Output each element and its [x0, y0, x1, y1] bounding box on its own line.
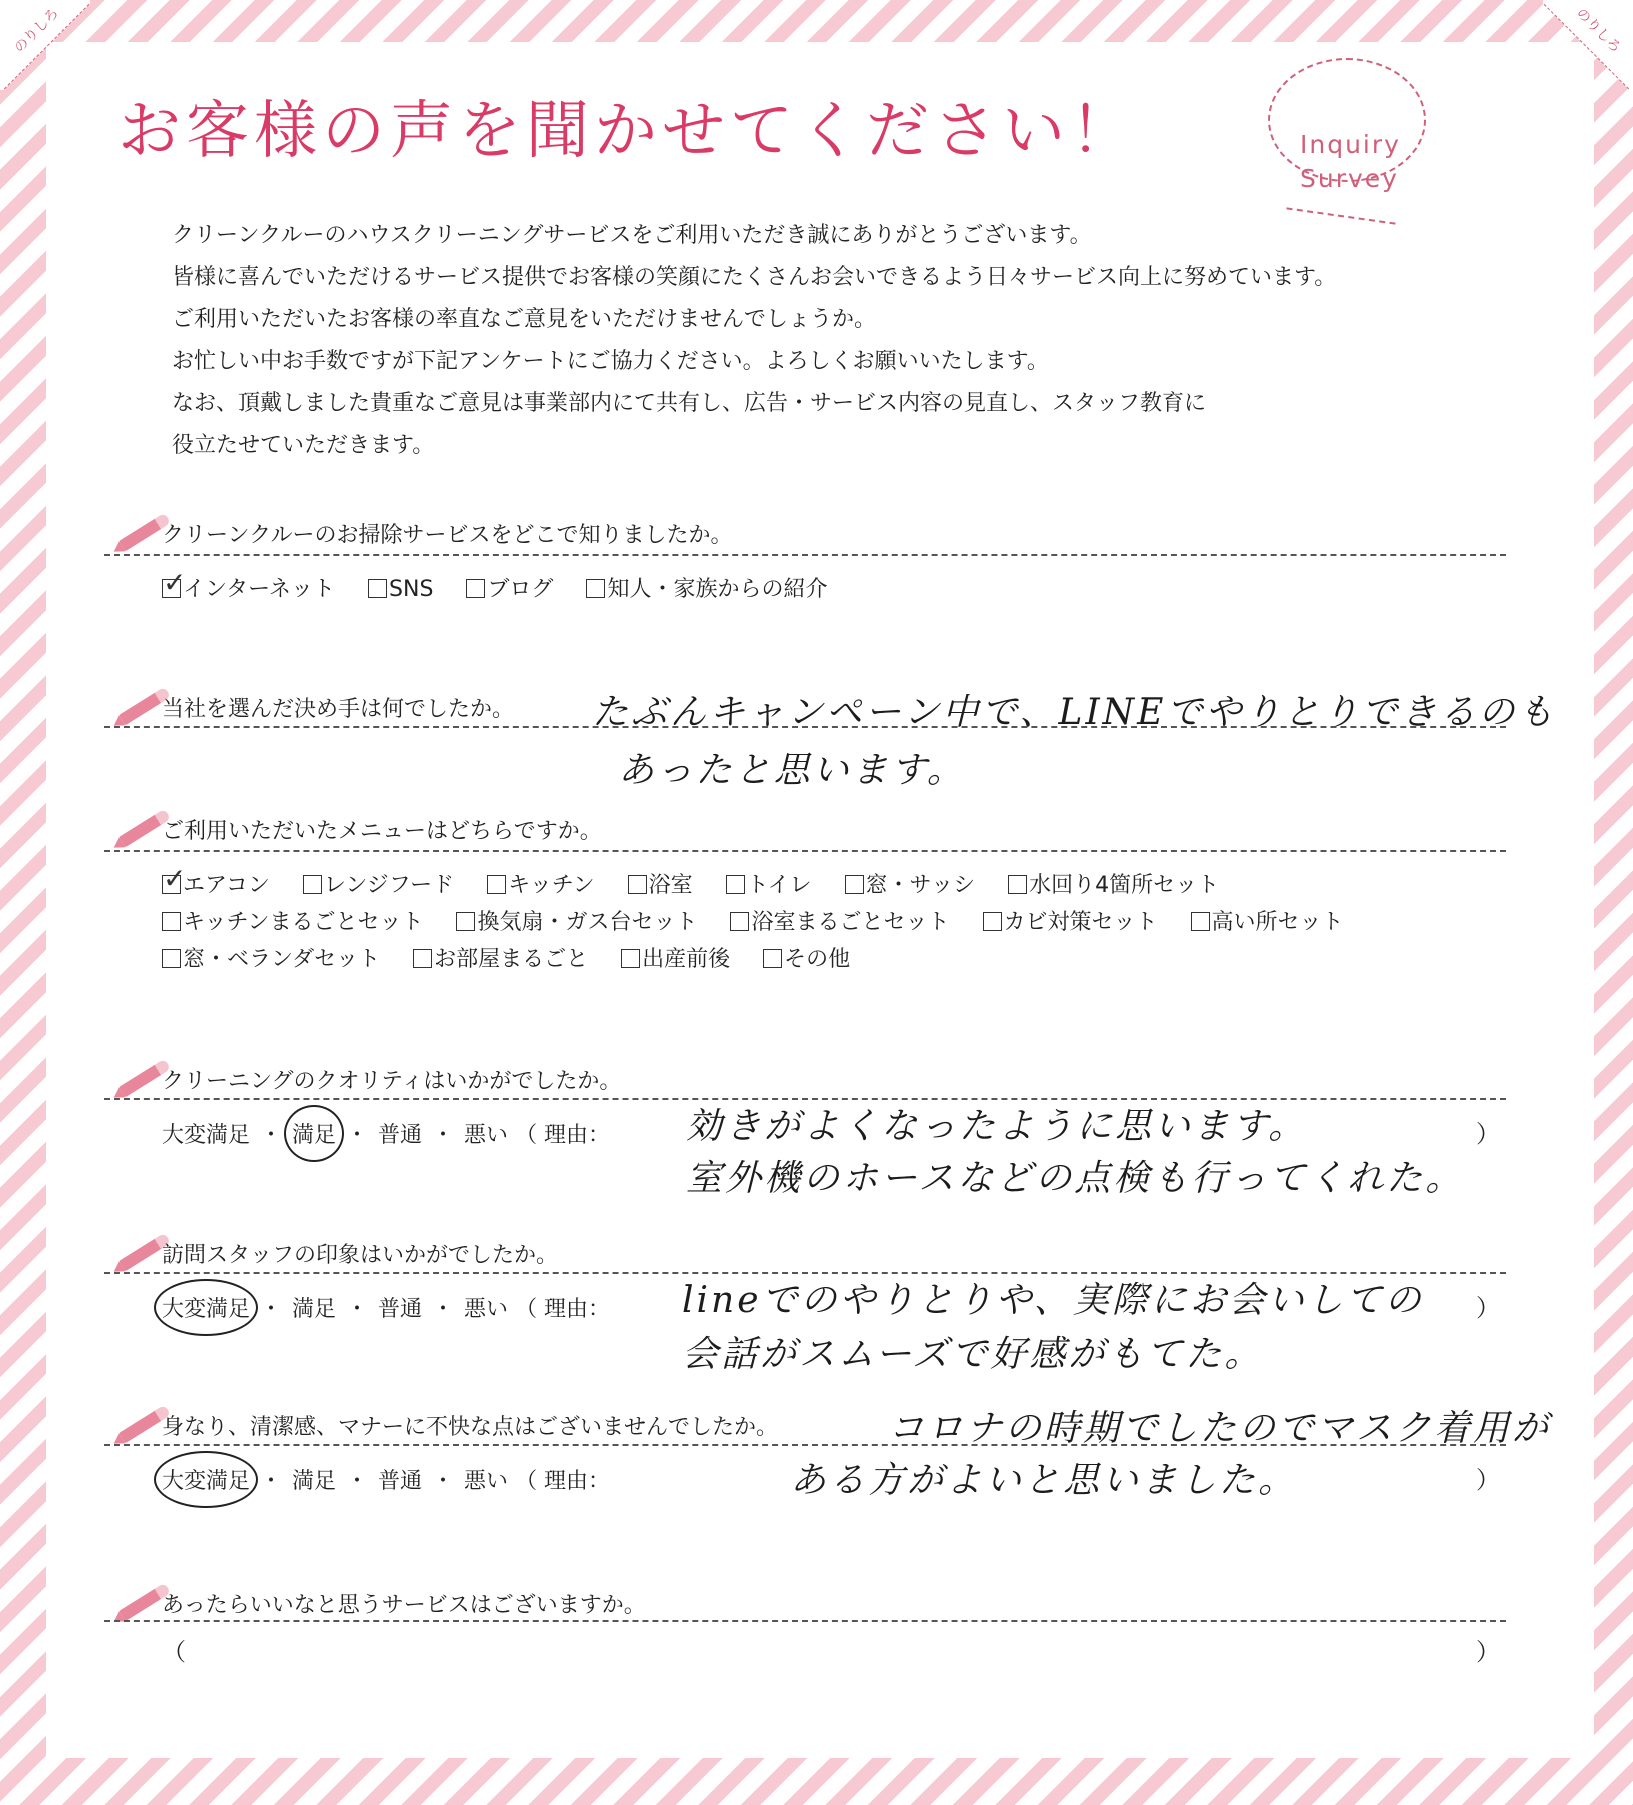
badge-line-1: Inquiry: [1300, 130, 1401, 159]
reason-close-paren: ）: [1476, 1120, 1500, 1148]
dot: ・: [346, 1469, 369, 1494]
reason-label: （ 理由：: [515, 1469, 611, 1494]
close-paren: ）: [1476, 1638, 1500, 1666]
q6-handwritten-answer-line-1: コロナの時期でしたのでマスク着用が: [888, 1408, 1552, 1449]
rating-normal[interactable]: 普通: [378, 1123, 423, 1148]
option-label: インターネット: [183, 577, 336, 602]
option-label: ブログ: [487, 577, 554, 602]
option-label: その他: [784, 947, 851, 972]
q4-handwritten-answer-line-2: 室外機のホースなどの点検も行ってくれた。: [686, 1158, 1465, 1199]
checkbox[interactable]: [456, 912, 475, 931]
intro-line-3: ご利用いただいたお客様の率直なご意見をいただけませんでしょうか。: [172, 307, 877, 332]
rating-bad[interactable]: 悪い: [464, 1297, 509, 1322]
glue-margin-left: [0, 0, 90, 90]
option-label: 浴室: [648, 873, 693, 898]
checkbox[interactable]: [303, 875, 322, 894]
checkbox[interactable]: [1008, 875, 1027, 894]
reason-close-paren: ）: [1476, 1294, 1500, 1322]
q3-options-row-2: [162, 905, 1370, 936]
answer-area[interactable]: [1360, 1628, 1361, 1629]
option-label: 浴室まるごとセット: [751, 910, 950, 935]
dot: ・: [432, 1469, 455, 1494]
option-label: カビ対策セット: [1003, 910, 1158, 935]
rating-satisfied[interactable]: 満足: [292, 1469, 337, 1494]
q5-handwritten-answer-line-2: 会話がスムーズで好感がもてた。: [682, 1334, 1264, 1375]
q2-handwritten-answer-line-2: あったと思います。: [618, 750, 966, 791]
rating-normal[interactable]: 普通: [378, 1297, 423, 1322]
option-label: お部屋まるごと: [434, 947, 589, 972]
checkbox[interactable]: [413, 949, 432, 968]
intro-line-2: 皆様に喜んでいただけるサービス提供でお客様の笑顔にたくさんお会いできるよう日々サービス向上に努めています。: [172, 265, 1337, 290]
option-label: 高い所セット: [1211, 910, 1344, 935]
intro-line-6: 役立たせていただきます。: [172, 433, 435, 458]
q1-option-referral[interactable]: [586, 572, 827, 603]
dot: ・: [260, 1297, 283, 1322]
menu-option-bathroom[interactable]: [628, 868, 693, 899]
menu-option-bath-full[interactable]: [730, 905, 949, 936]
dot: ・: [346, 1123, 369, 1148]
option-label: キッチン: [508, 873, 595, 898]
dot: ・: [432, 1123, 455, 1148]
checkbox[interactable]: [466, 579, 485, 598]
intro-line-5: なお、頂戴しました貴重なご意見は事業部内にて共有し、広告・サービス内容の見直し、スタッフ教育に: [172, 391, 1207, 416]
open-paren: （: [162, 1638, 186, 1666]
menu-option-kitchen[interactable]: [487, 868, 594, 899]
checkbox[interactable]: [1191, 912, 1210, 931]
q6-handwritten-answer-line-2: ある方がよいと思いました。: [790, 1460, 1298, 1501]
dot: ・: [432, 1297, 455, 1322]
rating-normal[interactable]: 普通: [378, 1469, 423, 1494]
menu-option-other[interactable]: [763, 942, 850, 973]
option-label: キッチンまるごとセット: [183, 910, 424, 935]
checkbox[interactable]: [845, 875, 864, 894]
intro-line-4: お忙しい中お手数ですが下記アンケートにご協力ください。よろしくお願いいたします。: [172, 349, 1049, 374]
divider: [104, 850, 1506, 852]
q3-options-row-1: [162, 868, 1245, 899]
divider: [104, 1620, 1506, 1622]
glue-label-right: のりしろ: [1572, 5, 1624, 57]
checkbox[interactable]: [162, 949, 181, 968]
menu-option-aircon[interactable]: [162, 868, 270, 899]
q1-option-internet[interactable]: [162, 572, 335, 603]
checkbox-checked[interactable]: [162, 875, 181, 894]
q6-rating: [162, 1464, 610, 1495]
badge-line-2: Survey: [1300, 164, 1399, 193]
checkbox[interactable]: [162, 912, 181, 931]
option-label: 知人・家族からの紹介: [607, 577, 828, 602]
reason-close-paren: ）: [1476, 1466, 1500, 1494]
checkbox[interactable]: [586, 579, 605, 598]
menu-option-mold[interactable]: [983, 905, 1158, 936]
option-label: レンジフード: [323, 873, 455, 898]
q4-handwritten-answer-line-1: 効きがよくなったように思います。: [686, 1106, 1308, 1147]
menu-option-water-4set[interactable]: [1008, 868, 1219, 899]
question-6: 身なり、清潔感、マナーに不快な点はございませんでしたか。: [162, 1415, 779, 1440]
checkbox[interactable]: [726, 875, 745, 894]
checkbox[interactable]: [730, 912, 749, 931]
option-label: 窓・ベランダセット: [183, 947, 381, 972]
rating-satisfied-selected[interactable]: 満足: [292, 1118, 336, 1149]
menu-option-window-sash[interactable]: [845, 868, 976, 899]
option-label: 水回り4箇所セット: [1029, 873, 1220, 898]
option-label: 窓・サッシ: [865, 873, 976, 898]
option-label: 出産前後: [642, 947, 731, 972]
q5-handwritten-answer-line-1: lineでのやりとりや、実際にお会いしての: [682, 1280, 1424, 1321]
dot: ・: [260, 1469, 283, 1494]
rating-satisfied[interactable]: 満足: [292, 1297, 337, 1322]
glue-label-left: のりしろ: [11, 5, 63, 57]
rating-bad[interactable]: 悪い: [464, 1469, 509, 1494]
checkbox[interactable]: [368, 579, 387, 598]
q1-options: [162, 572, 853, 603]
glue-margin-right: [1543, 0, 1633, 90]
divider: [104, 554, 1506, 556]
menu-option-childbirth[interactable]: [621, 942, 730, 973]
dot: ・: [260, 1123, 283, 1148]
menu-option-window-veranda[interactable]: [162, 942, 380, 973]
question-5: 訪問スタッフの印象はいかがでしたか。: [162, 1243, 559, 1268]
intro-line-1: クリーンクルーのハウスクリーニングサービスをご利用いただき誠にありがとうございます。: [172, 223, 1092, 248]
menu-option-fan-gas[interactable]: [456, 905, 697, 936]
option-label: エアコン: [183, 873, 270, 898]
rating-very-satisfied[interactable]: 大変満足: [162, 1123, 251, 1148]
menu-option-toilet[interactable]: [726, 868, 812, 899]
menu-option-high-places[interactable]: [1191, 905, 1344, 936]
rating-very-satisfied-selected[interactable]: 大変満足: [162, 1292, 250, 1323]
question-2: 当社を選んだ決め手は何でしたか。: [162, 697, 515, 722]
badge-text: [1300, 128, 1401, 196]
menu-option-kitchen-full[interactable]: [162, 905, 423, 936]
reason-label: （ 理由：: [515, 1123, 611, 1148]
q2-handwritten-answer-line-1: たぶんキャンペーン中で、LINEでやりとりできるのも: [592, 692, 1557, 733]
question-3: ご利用いただいたメニューはどちらですか。: [162, 819, 602, 844]
q1-option-sns[interactable]: [368, 577, 433, 602]
question-4: クリーニングのクオリティはいかがでしたか。: [162, 1069, 622, 1094]
reason-label: （ 理由：: [515, 1297, 611, 1322]
checkbox[interactable]: [628, 875, 647, 894]
rating-bad[interactable]: 悪い: [464, 1123, 509, 1148]
q1-option-blog[interactable]: [466, 572, 553, 603]
option-label: SNS: [389, 577, 434, 602]
question-7: あったらいいなと思うサービスはございますか。: [162, 1593, 646, 1618]
page-title: お客様の声を聞かせてください！: [118, 94, 1138, 167]
menu-option-rangehood[interactable]: [303, 868, 454, 899]
option-label: 換気扇・ガス台セット: [477, 910, 698, 935]
checkbox[interactable]: [487, 875, 506, 894]
option-label: トイレ: [746, 873, 812, 898]
checkbox[interactable]: [763, 949, 782, 968]
checkbox[interactable]: [983, 912, 1002, 931]
checkbox[interactable]: [621, 949, 640, 968]
menu-option-room-full[interactable]: [413, 942, 588, 973]
dot: ・: [346, 1297, 369, 1322]
q4-rating: [162, 1118, 610, 1149]
checkbox-checked[interactable]: [162, 579, 181, 598]
rating-very-satisfied-selected[interactable]: 大変満足: [162, 1464, 250, 1495]
q5-rating: [162, 1292, 610, 1323]
question-1: クリーンクルーのお掃除サービスをどこで知りましたか。: [162, 523, 733, 548]
q3-options-row-3: [162, 942, 876, 973]
